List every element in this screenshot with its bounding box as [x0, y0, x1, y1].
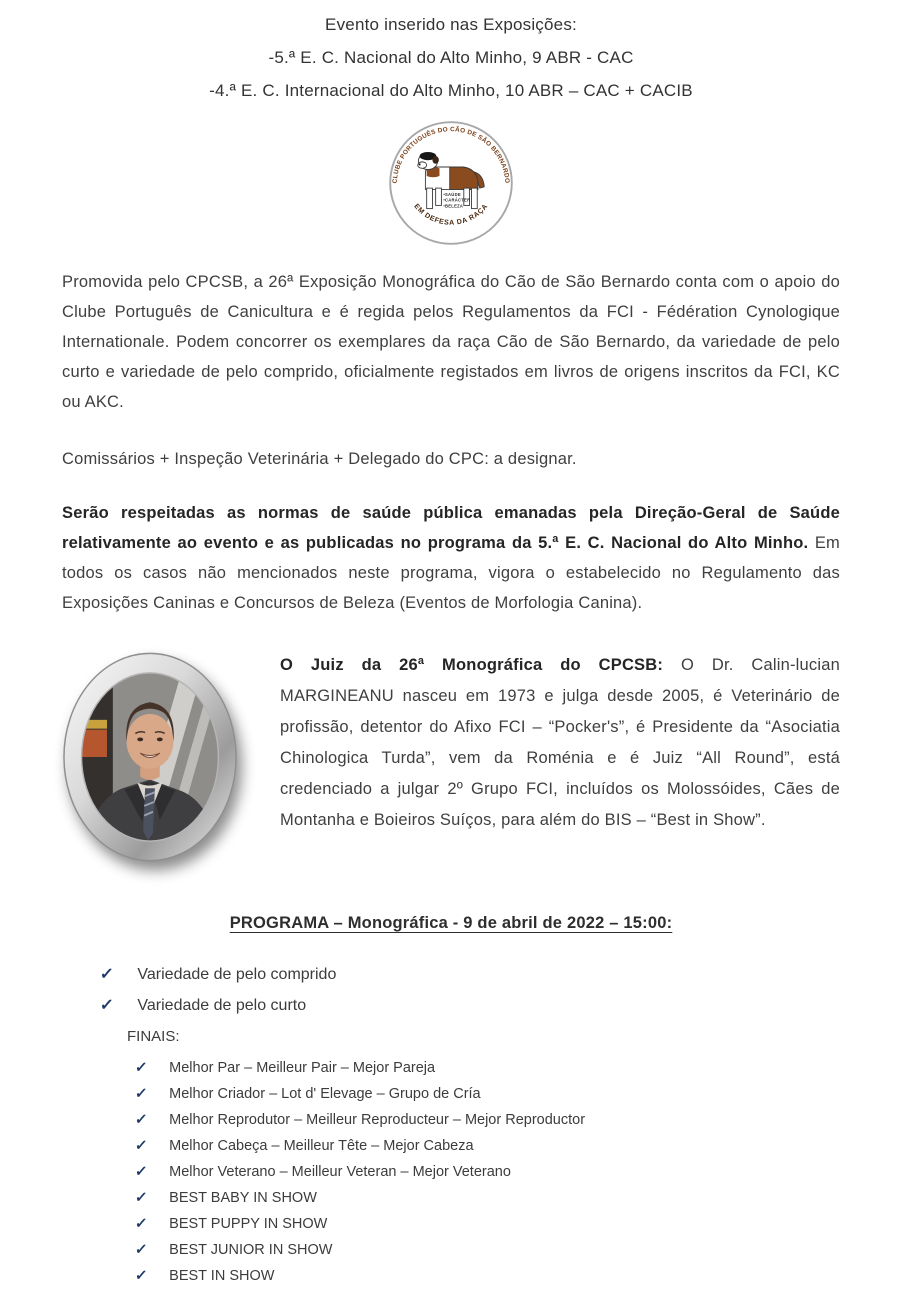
header-line-3: -4.ª E. C. Internacional do Alto Minho, 10 ABR – CAC + CACIB: [209, 81, 693, 100]
list-item-label: Variedade de pelo comprido: [137, 966, 337, 983]
intro-paragraph: Promovida pelo CPCSB, a 26ª Exposição Monográfica do Cão de São Bernardo conta com o apoio do Clube Português de Canicultura e é regida pelos Regulamentos da FCI - Fédération Cynologique Internationale. Podem concorrer os exemplares da raça Cão de São Bernardo, da variedade de pelo curto e variedade de pelo comprido, oficialmente registados em livros de origens inscritos da FCI, KC ou AKC.: [62, 273, 840, 411]
club-logo: [387, 119, 515, 247]
list-item: [135, 1107, 840, 1133]
judge-bio-text: O Dr. Calin-lucian MARGINEANU nasceu em 1973 e julga desde 2005, é Veterinário de profissão, detentor do Afixo FCI – “Pocker's”, é Presidente da “Asociatia Chinologica Turda”, vem da Roménia e é Juiz “All Round”, está credenciado a julgar 2º Grupo FCI, incluídos os Molossóides, Cães de Montanha e Boieiros Suíços, para além do BIS – “Best in Show”.: [280, 656, 840, 829]
list-item-label: BEST PUPPY IN SHOW: [169, 1216, 328, 1232]
judge-bio: [280, 650, 840, 836]
check-icon: ✓: [134, 1112, 148, 1128]
list-item: [135, 1159, 840, 1185]
list-item: [135, 1081, 840, 1107]
judge-bio-lead: O Juiz da 26ª Monográfica do CPCSB:: [280, 656, 664, 674]
check-icon: ✓: [134, 1138, 148, 1154]
health-paragraph: [62, 498, 840, 618]
header-line-1: Evento inserido nas Exposições:: [325, 15, 577, 34]
list-item: [135, 1133, 840, 1159]
check-icon: ✓: [134, 1060, 148, 1076]
finals-label: FINAIS:: [127, 1028, 180, 1045]
check-icon: ✓: [134, 1086, 148, 1102]
health-regular-text: Em todos os casos não mencionados neste programa, vigora o estabelecido no Regulamento das Exposições Caninas e Concursos de Beleza (Eventos de Morfologia Canina).: [62, 534, 840, 612]
comissarios-line: Comissários + Inspeção Veterinária + Delegado do CPC: a designar.: [62, 450, 577, 468]
st-bernard-club-emblem-icon: [387, 119, 515, 247]
judge-photo: [62, 650, 238, 864]
list-item-label: Melhor Cabeça – Meilleur Tête – Mejor Cabeza: [169, 1138, 474, 1154]
check-icon: ✓: [134, 1242, 148, 1258]
logo-value-caracter: •CARÁCTER: [443, 197, 471, 203]
header-line-2: -5.ª E. C. Nacional do Alto Minho, 9 ABR - CAC: [268, 48, 634, 67]
check-icon: ✓: [134, 1164, 148, 1180]
logo-arc-bottom-text: EM DEFESA DA RAÇA: [412, 202, 490, 227]
logo-arc-top-text: CLUBE PORTUGUÊS DO CÃO DE SÃO BERNARDO: [391, 126, 511, 184]
event-header: [62, 8, 840, 107]
list-item: [135, 1055, 840, 1081]
list-item: [100, 959, 840, 990]
list-item-label: Melhor Criador – Lot d' Elevage – Grupo de Cría: [169, 1086, 481, 1102]
program-heading: PROGRAMA – Monográfica - 9 de abril de 2022 – 15:00:: [229, 914, 673, 932]
health-bold-text: Serão respeitadas as normas de saúde pública emanadas pela Direção-Geral de Saúde relativamente ao evento e as publicadas no programa da 5.ª E. C. Nacional do Alto Minho.: [62, 504, 840, 552]
check-icon: ✓: [99, 997, 115, 1014]
program-variety-list: [62, 959, 840, 1021]
list-item-label: BEST IN SHOW: [169, 1268, 275, 1284]
logo-value-beleza: •BELEZA: [443, 203, 464, 209]
list-item: [135, 1237, 840, 1263]
list-item: [100, 990, 840, 1021]
list-item: [135, 1185, 840, 1211]
check-icon: ✓: [134, 1216, 148, 1232]
check-icon: ✓: [99, 966, 115, 983]
list-item-label: Variedade de pelo curto: [137, 997, 307, 1014]
list-item: [135, 1211, 840, 1237]
judge-portrait-icon: [62, 650, 238, 864]
program-finals-list: [62, 1055, 840, 1289]
list-item: [135, 1263, 840, 1289]
judge-section: [62, 650, 840, 864]
list-item-label: Melhor Veterano – Meilleur Veteran – Mejor Veterano: [169, 1164, 511, 1180]
check-icon: ✓: [134, 1268, 148, 1284]
list-item-label: BEST JUNIOR IN SHOW: [169, 1242, 333, 1258]
list-item-label: Melhor Reprodutor – Meilleur Reproducteur – Mejor Reproductor: [169, 1112, 586, 1128]
logo-value-saude: •SAÚDE: [443, 191, 461, 197]
check-icon: ✓: [134, 1190, 148, 1206]
list-item-label: BEST BABY IN SHOW: [169, 1190, 317, 1206]
list-item-label: Melhor Par – Meilleur Pair – Mejor Pareja: [169, 1060, 436, 1076]
